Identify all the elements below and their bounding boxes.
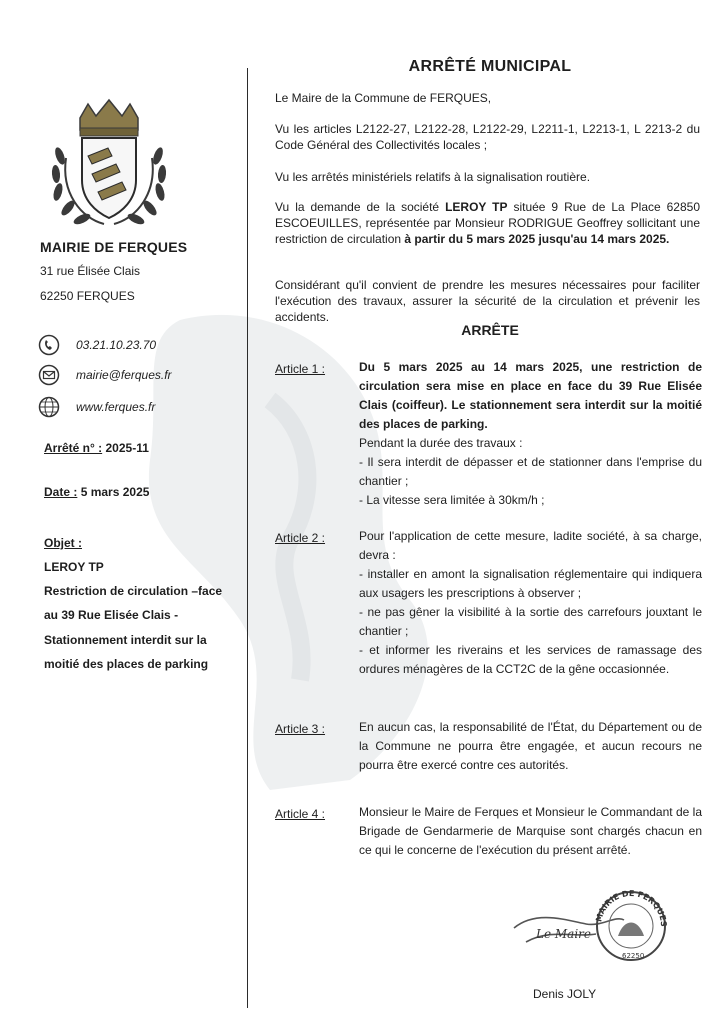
preamble-considering: Considérant qu'il convient de prendre les mesures nécessaires pour faciliter l'exécution des travaux, assurer la sécurité de la circulation et prévenir les accidents. <box>275 278 700 324</box>
globe-icon <box>38 396 60 418</box>
stamp-postcode: 62250 <box>622 952 645 960</box>
article-2-body <box>359 527 702 679</box>
preamble-arretes: Vu les arrêtés ministériels relatifs à la signalisation routière. <box>275 170 591 184</box>
request-company: LEROY TP <box>445 200 508 214</box>
arrete-number-label: Arrêté n° : <box>44 441 103 455</box>
email-address[interactable]: mairie@ferques.fr <box>76 368 172 382</box>
article-2-line-3: - ne pas gêner la visibilité à la sortie des carrefours jouxtant le chantier ; <box>359 605 702 638</box>
phone-icon <box>38 334 60 356</box>
objet-label: Objet : <box>44 536 82 550</box>
objet-line-3: au 39 Rue Elisée Clais - <box>44 608 179 622</box>
request-period: à partir du 5 mars 2025 jusqu'au 14 mars 2025. <box>404 232 670 246</box>
article-3-label: Article 3 : <box>275 722 326 736</box>
article-4-line-1: Monsieur le Maire de Ferques et Monsieur le Commandant de la Brigade de Gendarmerie de Marquise sont chargés chacun en ce qui le concerne de l'exécution du présent arrêté. <box>359 805 702 857</box>
address-street: 31 rue Élisée Clais <box>40 264 141 278</box>
article-1-line-3: - La vitesse sera limitée à 30km/h ; <box>359 493 545 507</box>
request-details: située 9 Rue de La Place 62850 ESCOEUILLES, représentée par Monsieur RODRIGUE Geoffrey sollicitant une restriction de circulation <box>275 200 700 246</box>
column-divider <box>247 68 248 1008</box>
mairie-name: MAIRIE DE FERQUES <box>40 239 188 255</box>
article-3-line-1: En aucun cas, la responsabilité de l'État, du Département ou de la Commune ne pourra être engagée, et aucun recours ne pourra être exercé contre ces autorités. <box>359 720 702 772</box>
contact-phone <box>38 334 156 356</box>
article-4-label: Article 4 : <box>275 807 326 821</box>
address-city: 62250 FERQUES <box>40 289 135 303</box>
preamble-request <box>275 199 700 247</box>
signature-handwritten: Le Maire <box>536 927 592 941</box>
signature-and-stamp <box>506 880 676 990</box>
request-intro: Vu la demande de la société <box>275 200 446 214</box>
objet-line-2: Restriction de circulation –face <box>44 584 223 598</box>
preamble-mayor: Le Maire de la Commune de FERQUES, <box>275 91 492 105</box>
signer-name: Denis JOLY <box>533 987 597 1001</box>
phone-number: 03.21.10.23.70 <box>76 338 157 352</box>
website-url[interactable]: www.ferques.fr <box>76 400 156 414</box>
stamp-text: MAIRIE DE FERQUES <box>594 888 669 927</box>
article-2-line-2: - installer en amont la signalisation réglementaire qui indiquera aux usagers les prescriptions à observer ; <box>359 567 702 600</box>
date-value: 5 mars 2025 <box>80 485 150 499</box>
date-row <box>44 485 149 499</box>
article-2-line-1: Pour l'application de cette mesure, ladite société, à sa charge, devra : <box>359 529 702 562</box>
article-2-line-4: - et informer les riverains et les services de ramassage des ordures ménagères de la CCT2C de la gêne occasionnée. <box>359 643 702 676</box>
article-1-line-1: Pendant la durée des travaux : <box>359 436 523 450</box>
article-1-label: Article 1 : <box>275 362 326 376</box>
contact-email <box>38 364 172 386</box>
objet-line-4: Stationnement interdit sur la <box>44 633 207 647</box>
article-1-line-2: - Il sera interdit de dépasser et de stationner dans l'emprise du chantier ; <box>359 455 702 488</box>
arrete-number-row <box>44 441 149 455</box>
date-label: Date : <box>44 485 78 499</box>
page-title: ARRÊTÉ MUNICIPAL <box>408 58 572 75</box>
municipal-crest-logo <box>46 98 172 230</box>
mail-icon <box>38 364 60 386</box>
arrete-number-value: 2025-11 <box>105 441 149 455</box>
article-3-body <box>359 718 702 775</box>
contact-website <box>38 396 155 418</box>
article-1-bold: Du 5 mars 2025 au 14 mars 2025, une restriction de circulation sera mise en place en face du 39 Rue Elisée Clais (coiffeur). Le stationnement sera interdit sur la moitié des places de parking. <box>359 360 702 431</box>
objet-line-5: moitié des places de parking <box>44 657 209 671</box>
objet-line-1: LEROY TP <box>44 560 104 574</box>
article-2-label: Article 2 : <box>275 531 326 545</box>
arrete-heading: ARRÊTE <box>461 322 519 338</box>
preamble-articles: Vu les articles L2122-27, L2122-28, L2122-29, L2211-1, L2213-1, L 2213-2 du Code Général des Collectivités locales ; <box>275 122 700 152</box>
article-1-body <box>359 358 702 510</box>
article-4-body <box>359 803 702 860</box>
